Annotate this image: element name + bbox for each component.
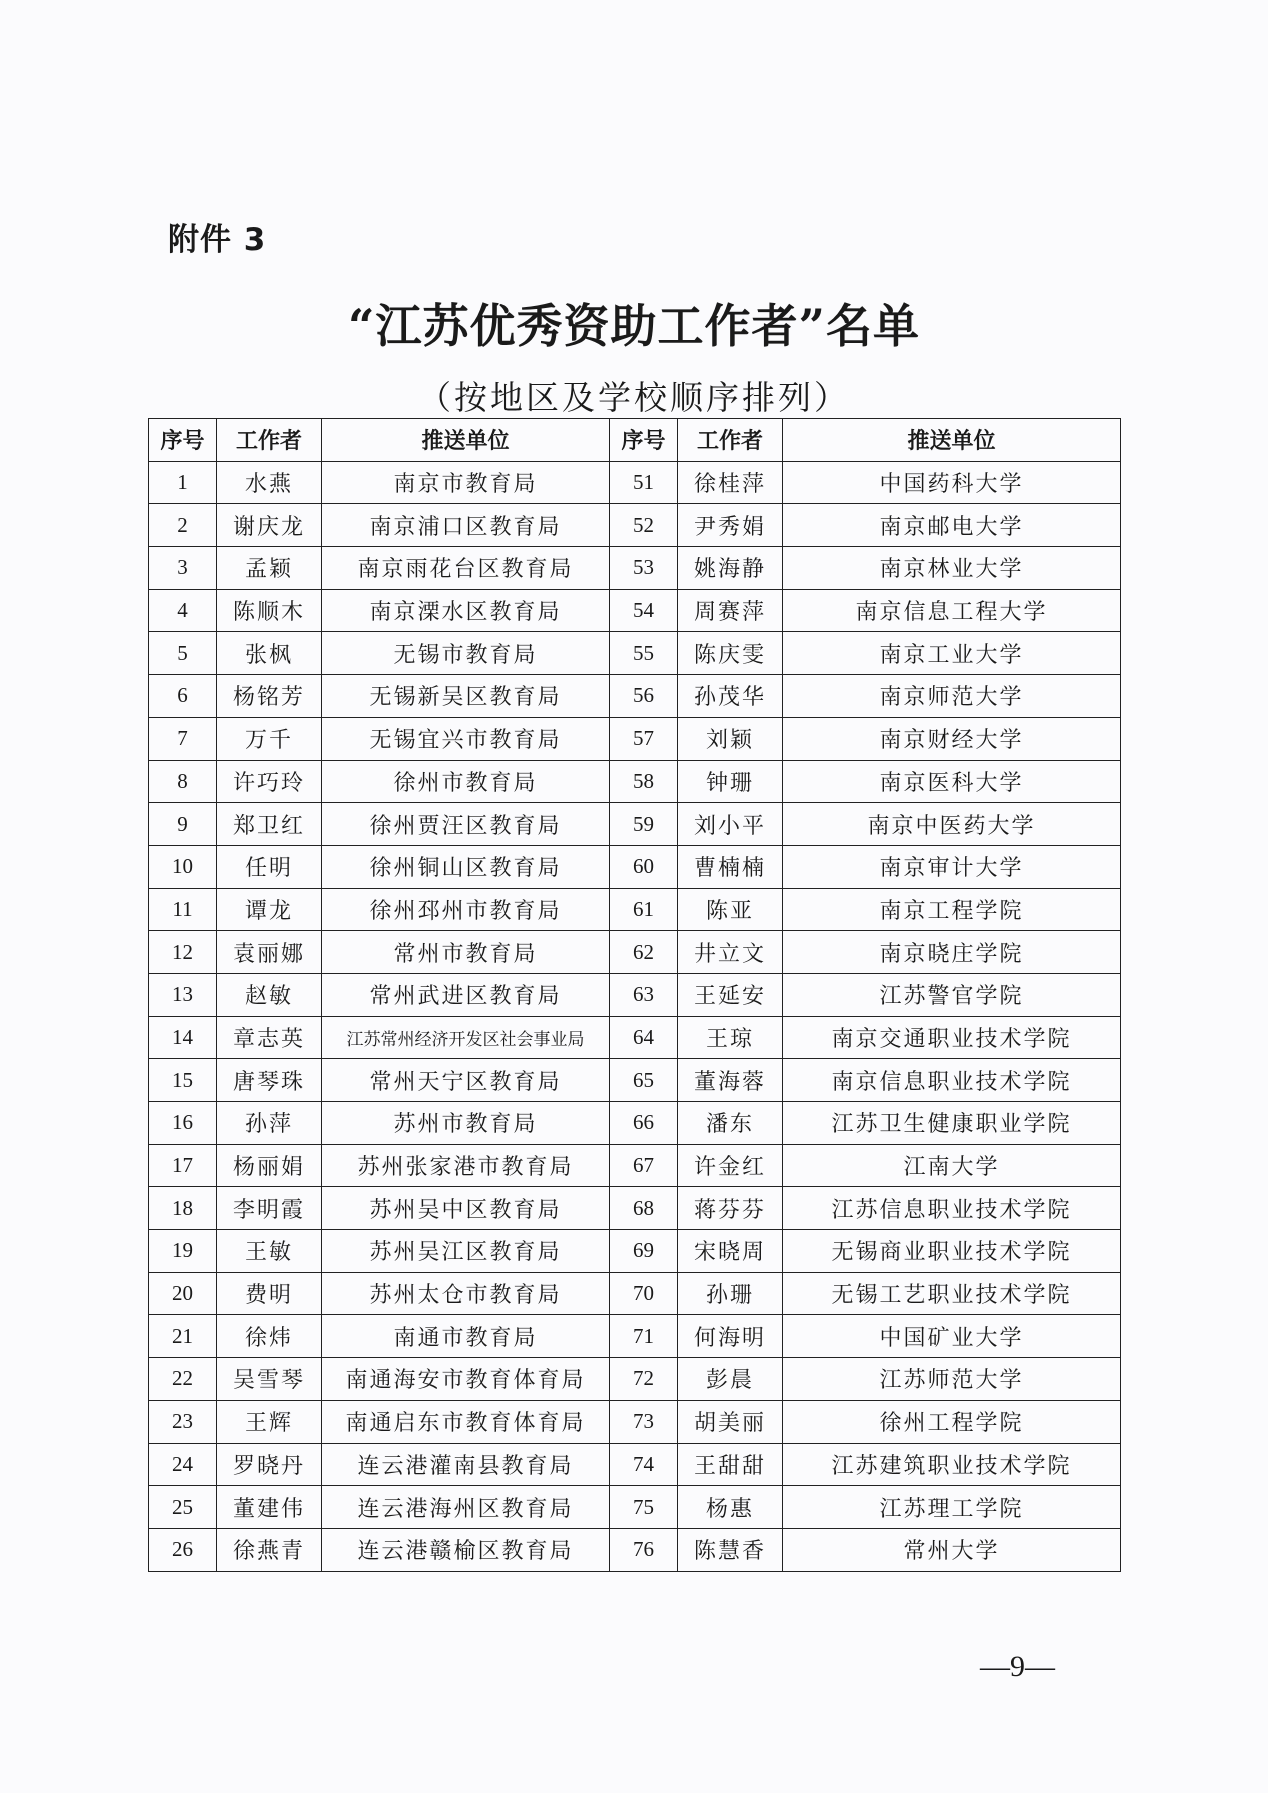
sending-unit: 江苏卫生健康职业学院	[783, 1102, 1121, 1145]
sending-unit: 南通海安市教育体育局	[322, 1358, 610, 1401]
row-index: 58	[610, 760, 678, 803]
row-index: 61	[610, 888, 678, 931]
row-index: 56	[610, 675, 678, 718]
row-index: 12	[149, 931, 217, 974]
table-row	[149, 888, 1121, 931]
row-index: 73	[610, 1400, 678, 1443]
table-row	[149, 1443, 1121, 1486]
sending-unit: 无锡工艺职业技术学院	[783, 1272, 1121, 1315]
worker-name: 王甜甜	[678, 1443, 783, 1486]
page-number: —9—	[980, 1650, 1055, 1683]
table-row	[149, 1059, 1121, 1102]
worker-name: 徐燕青	[217, 1528, 322, 1571]
row-index: 72	[610, 1358, 678, 1401]
worker-name: 杨铭芳	[217, 675, 322, 718]
sending-unit: 连云港赣榆区教育局	[322, 1528, 610, 1571]
row-index: 14	[149, 1016, 217, 1059]
worker-name: 钟珊	[678, 760, 783, 803]
sending-unit: 连云港灌南县教育局	[322, 1443, 610, 1486]
row-index: 69	[610, 1230, 678, 1273]
worker-name: 孟颖	[217, 547, 322, 590]
row-index: 24	[149, 1443, 217, 1486]
row-index: 75	[610, 1486, 678, 1529]
table-row	[149, 1144, 1121, 1187]
sending-unit: 南通市教育局	[322, 1315, 610, 1358]
sending-unit: 南通启东市教育体育局	[322, 1400, 610, 1443]
worker-name: 宋晓周	[678, 1230, 783, 1273]
worker-name: 董海蓉	[678, 1059, 783, 1102]
worker-name: 唐琴珠	[217, 1059, 322, 1102]
worker-name: 孙茂华	[678, 675, 783, 718]
table-row	[149, 1016, 1121, 1059]
sending-unit: 江苏理工学院	[783, 1486, 1121, 1529]
worker-name: 孙萍	[217, 1102, 322, 1145]
sending-unit: 江南大学	[783, 1144, 1121, 1187]
sending-unit: 南京师范大学	[783, 675, 1121, 718]
worker-name: 许巧玲	[217, 760, 322, 803]
sending-unit: 常州武进区教育局	[322, 973, 610, 1016]
sending-unit: 江苏常州经济开发区社会事业局	[322, 1016, 610, 1059]
row-index: 59	[610, 803, 678, 846]
table-row	[149, 1315, 1121, 1358]
sending-unit: 苏州张家港市教育局	[322, 1144, 610, 1187]
sending-unit: 苏州市教育局	[322, 1102, 610, 1145]
table-row	[149, 803, 1121, 846]
worker-name: 王琼	[678, 1016, 783, 1059]
table-row	[149, 547, 1121, 590]
worker-name: 杨惠	[678, 1486, 783, 1529]
row-index: 22	[149, 1358, 217, 1401]
sending-unit: 南京审计大学	[783, 845, 1121, 888]
sending-unit: 南京工程学院	[783, 888, 1121, 931]
column-header-index-right: 序号	[610, 419, 678, 462]
sending-unit: 常州天宁区教育局	[322, 1059, 610, 1102]
worker-name: 张枫	[217, 632, 322, 675]
table-row	[149, 931, 1121, 974]
row-index: 5	[149, 632, 217, 675]
row-index: 25	[149, 1486, 217, 1529]
worker-name: 刘小平	[678, 803, 783, 846]
table-row	[149, 760, 1121, 803]
row-index: 10	[149, 845, 217, 888]
sending-unit: 常州市教育局	[322, 931, 610, 974]
worker-name: 许金红	[678, 1144, 783, 1187]
row-index: 70	[610, 1272, 678, 1315]
sending-unit: 徐州邳州市教育局	[322, 888, 610, 931]
attachment-label: 附件 3	[168, 222, 267, 258]
sending-unit: 江苏师范大学	[783, 1358, 1121, 1401]
row-index: 23	[149, 1400, 217, 1443]
worker-name: 姚海静	[678, 547, 783, 590]
row-index: 4	[149, 589, 217, 632]
roster-table	[148, 418, 1121, 1572]
worker-name: 潘东	[678, 1102, 783, 1145]
row-index: 62	[610, 931, 678, 974]
worker-name: 尹秀娟	[678, 504, 783, 547]
table-row	[149, 717, 1121, 760]
worker-name: 徐炜	[217, 1315, 322, 1358]
row-index: 21	[149, 1315, 217, 1358]
row-index: 76	[610, 1528, 678, 1571]
worker-name: 李明霞	[217, 1187, 322, 1230]
sending-unit: 连云港海州区教育局	[322, 1486, 610, 1529]
worker-name: 王延安	[678, 973, 783, 1016]
table-row	[149, 675, 1121, 718]
document-title: “江苏优秀资助工作者”名单	[348, 299, 920, 353]
sending-unit: 徐州工程学院	[783, 1400, 1121, 1443]
sending-unit: 南京中医药大学	[783, 803, 1121, 846]
table-row	[149, 845, 1121, 888]
row-index: 19	[149, 1230, 217, 1273]
column-header-unit: 推送单位	[322, 419, 610, 462]
row-index: 66	[610, 1102, 678, 1145]
worker-name: 刘颖	[678, 717, 783, 760]
table-row	[149, 589, 1121, 632]
worker-name: 董建伟	[217, 1486, 322, 1529]
worker-name: 陈慧香	[678, 1528, 783, 1571]
row-index: 2	[149, 504, 217, 547]
document-subtitle: （按地区及学校顺序排列）	[418, 378, 850, 417]
sending-unit: 无锡商业职业技术学院	[783, 1230, 1121, 1273]
row-index: 57	[610, 717, 678, 760]
column-header-worker-right: 工作者	[678, 419, 783, 462]
sending-unit: 苏州吴中区教育局	[322, 1187, 610, 1230]
sending-unit: 常州大学	[783, 1528, 1121, 1571]
column-header-worker: 工作者	[217, 419, 322, 462]
column-header-unit-right: 推送单位	[783, 419, 1121, 462]
worker-name: 陈庆雯	[678, 632, 783, 675]
sending-unit: 南京财经大学	[783, 717, 1121, 760]
worker-name: 王敏	[217, 1230, 322, 1273]
sending-unit: 徐州贾汪区教育局	[322, 803, 610, 846]
table-row	[149, 973, 1121, 1016]
worker-name: 章志英	[217, 1016, 322, 1059]
worker-name: 周赛萍	[678, 589, 783, 632]
table-row	[149, 1358, 1121, 1401]
sending-unit: 徐州铜山区教育局	[322, 845, 610, 888]
worker-name: 何海明	[678, 1315, 783, 1358]
worker-name: 彭晨	[678, 1358, 783, 1401]
worker-name: 孙珊	[678, 1272, 783, 1315]
table-row	[149, 1528, 1121, 1571]
sending-unit: 江苏警官学院	[783, 973, 1121, 1016]
table-row	[149, 1400, 1121, 1443]
worker-name: 蒋芬芬	[678, 1187, 783, 1230]
row-index: 71	[610, 1315, 678, 1358]
worker-name: 胡美丽	[678, 1400, 783, 1443]
row-index: 67	[610, 1144, 678, 1187]
row-index: 8	[149, 760, 217, 803]
sending-unit: 中国矿业大学	[783, 1315, 1121, 1358]
worker-name: 谢庆龙	[217, 504, 322, 547]
row-index: 15	[149, 1059, 217, 1102]
worker-name: 水燕	[217, 461, 322, 504]
worker-name: 罗晓丹	[217, 1443, 322, 1486]
column-header-index: 序号	[149, 419, 217, 462]
table-row	[149, 1102, 1121, 1145]
sending-unit: 江苏信息职业技术学院	[783, 1187, 1121, 1230]
sending-unit: 南京林业大学	[783, 547, 1121, 590]
worker-name: 赵敏	[217, 973, 322, 1016]
sending-unit: 南京交通职业技术学院	[783, 1016, 1121, 1059]
sending-unit: 苏州太仓市教育局	[322, 1272, 610, 1315]
sending-unit: 南京信息职业技术学院	[783, 1059, 1121, 1102]
row-index: 17	[149, 1144, 217, 1187]
row-index: 18	[149, 1187, 217, 1230]
sending-unit: 中国药科大学	[783, 461, 1121, 504]
table-header-row	[149, 419, 1121, 462]
sending-unit: 徐州市教育局	[322, 760, 610, 803]
row-index: 55	[610, 632, 678, 675]
sending-unit: 南京浦口区教育局	[322, 504, 610, 547]
table-row	[149, 632, 1121, 675]
worker-name: 杨丽娟	[217, 1144, 322, 1187]
worker-name: 费明	[217, 1272, 322, 1315]
row-index: 68	[610, 1187, 678, 1230]
row-index: 6	[149, 675, 217, 718]
row-index: 53	[610, 547, 678, 590]
row-index: 13	[149, 973, 217, 1016]
worker-name: 陈亚	[678, 888, 783, 931]
sending-unit: 无锡新吴区教育局	[322, 675, 610, 718]
sending-unit: 无锡宜兴市教育局	[322, 717, 610, 760]
worker-name: 万千	[217, 717, 322, 760]
row-index: 7	[149, 717, 217, 760]
sending-unit: 南京溧水区教育局	[322, 589, 610, 632]
sending-unit: 南京医科大学	[783, 760, 1121, 803]
sending-unit: 南京晓庄学院	[783, 931, 1121, 974]
worker-name: 谭龙	[217, 888, 322, 931]
sending-unit: 南京邮电大学	[783, 504, 1121, 547]
sending-unit: 南京市教育局	[322, 461, 610, 504]
sending-unit: 南京工业大学	[783, 632, 1121, 675]
worker-name: 任明	[217, 845, 322, 888]
row-index: 9	[149, 803, 217, 846]
worker-name: 井立文	[678, 931, 783, 974]
table-row	[149, 1486, 1121, 1529]
table-body	[149, 461, 1121, 1571]
row-index: 11	[149, 888, 217, 931]
sending-unit: 江苏建筑职业技术学院	[783, 1443, 1121, 1486]
row-index: 60	[610, 845, 678, 888]
table-row	[149, 1272, 1121, 1315]
sending-unit: 南京信息工程大学	[783, 589, 1121, 632]
worker-name: 陈顺木	[217, 589, 322, 632]
row-index: 74	[610, 1443, 678, 1486]
row-index: 20	[149, 1272, 217, 1315]
table-row	[149, 1230, 1121, 1273]
row-index: 63	[610, 973, 678, 1016]
worker-name: 袁丽娜	[217, 931, 322, 974]
worker-name: 吴雪琴	[217, 1358, 322, 1401]
worker-name: 徐桂萍	[678, 461, 783, 504]
row-index: 16	[149, 1102, 217, 1145]
worker-name: 曹楠楠	[678, 845, 783, 888]
sending-unit: 苏州吴江区教育局	[322, 1230, 610, 1273]
row-index: 65	[610, 1059, 678, 1102]
row-index: 3	[149, 547, 217, 590]
worker-name: 王辉	[217, 1400, 322, 1443]
row-index: 52	[610, 504, 678, 547]
table-row	[149, 504, 1121, 547]
row-index: 51	[610, 461, 678, 504]
sending-unit: 南京雨花台区教育局	[322, 547, 610, 590]
row-index: 1	[149, 461, 217, 504]
row-index: 54	[610, 589, 678, 632]
table-row	[149, 1187, 1121, 1230]
worker-name: 郑卫红	[217, 803, 322, 846]
table-row	[149, 461, 1121, 504]
sending-unit: 无锡市教育局	[322, 632, 610, 675]
row-index: 26	[149, 1528, 217, 1571]
row-index: 64	[610, 1016, 678, 1059]
